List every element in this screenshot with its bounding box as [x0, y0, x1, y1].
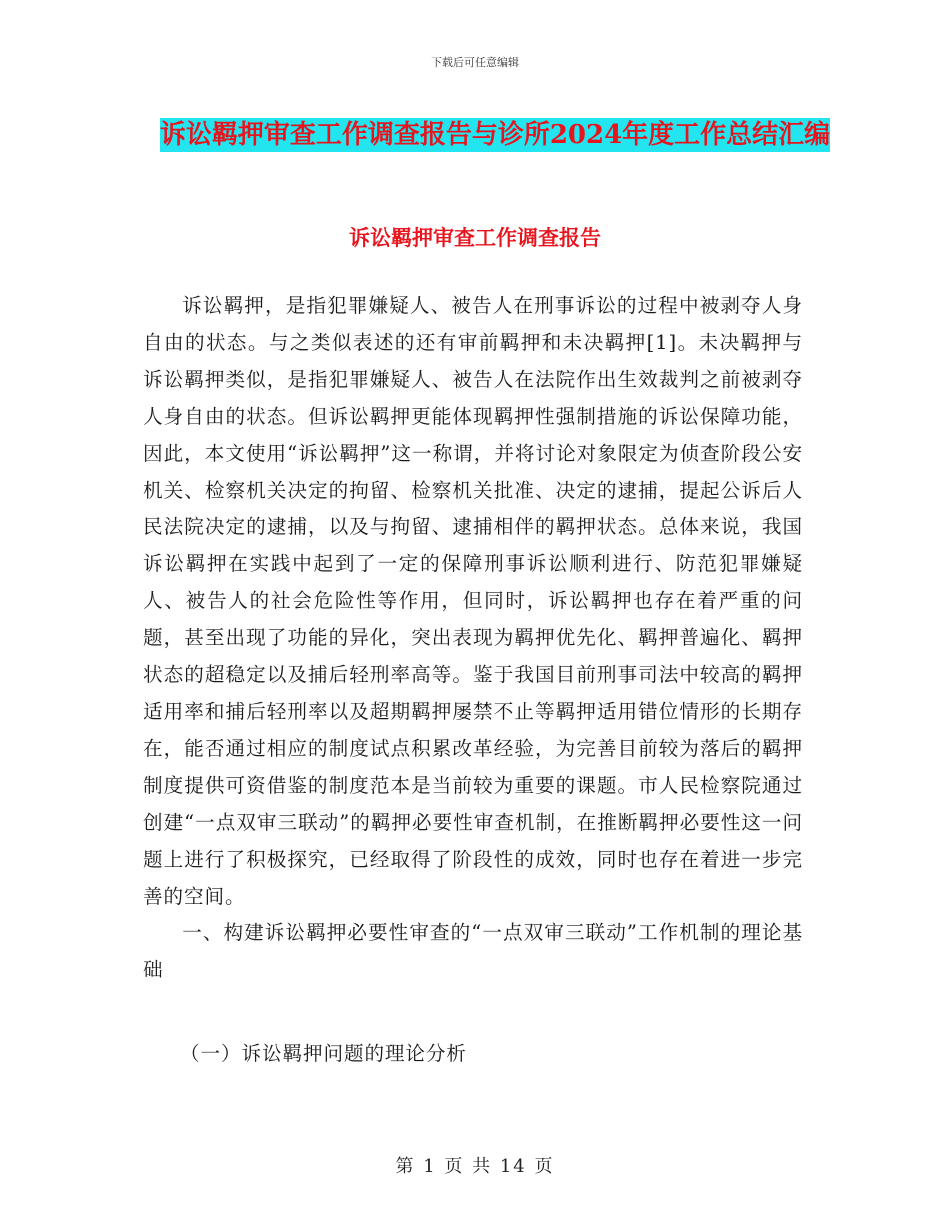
body-paragraph: 一、构建诉讼羁押必要性审查的“一点双审三联动”工作机制的理论基础 — [143, 921, 803, 982]
section-title: 诉讼羁押审查工作调查报告 — [349, 225, 601, 250]
header-note: 下载后可任意编辑 — [431, 56, 519, 69]
sub-heading: （一）诉讼羁押问题的理论分析 — [180, 1042, 467, 1065]
body-paragraph: 诉讼羁押，是指犯罪嫌疑人、被告人在刑事诉讼的过程中被剥夺人身自由的状态。与之类似表述的还有审前羁押和未决羁押[1]。未决羁押与诉讼羁押类似，是指犯罪嫌疑人、被告人在法院作出生效裁判之前被剥夺人身自由的状态。但诉讼羁押更能体现羁押性强制措施的诉讼保障功能，因此，本文使用“诉讼羁押”这一称谓，并将讨论对象限定为侦查阶段公安机关、检察机关决定的拘留、检察机关批准、决定的逮捕，提起公诉后人民法院决定的逮捕，以及与拘留、逮捕相伴的羁押状态。总体来说，我国诉讼羁押在实践中起到了一定的保障刑事诉讼顺利进行、防范犯罪嫌疑人、被告人的社会危险性等作用，但同时，诉讼羁押也存在着严重的问题，甚至出现了功能的异化，突出表现为羁押优先化、羁押普遍化、羁押状态的超稳定以及捕后轻刑率高等。鉴于我国目前刑事司法中较高的羁押适用率和捕后轻刑率以及超期羁押屡禁不止等羁押适用错位情形的长期存在，能否通过相应的制度试点积累改革经验，为完善目前较为落后的羁押制度提供可资借鉴的制度范本是当前较为重要的课题。市人民检察院通过创建“一点双审三联动”的羁押必要性审查机制，在推断羁押必要性这一问题上进行了积极探究，已经取得了阶段性的成效，同时也存在着进一步完善的空间。 — [143, 294, 803, 908]
document-title — [150, 112, 840, 158]
document-title-text: 诉讼羁押审查工作调查报告与诊所2024年度工作总结汇编 — [159, 120, 831, 150]
page-number: 第 1 页 共 14 页 — [395, 1156, 555, 1177]
document-body — [143, 288, 803, 989]
